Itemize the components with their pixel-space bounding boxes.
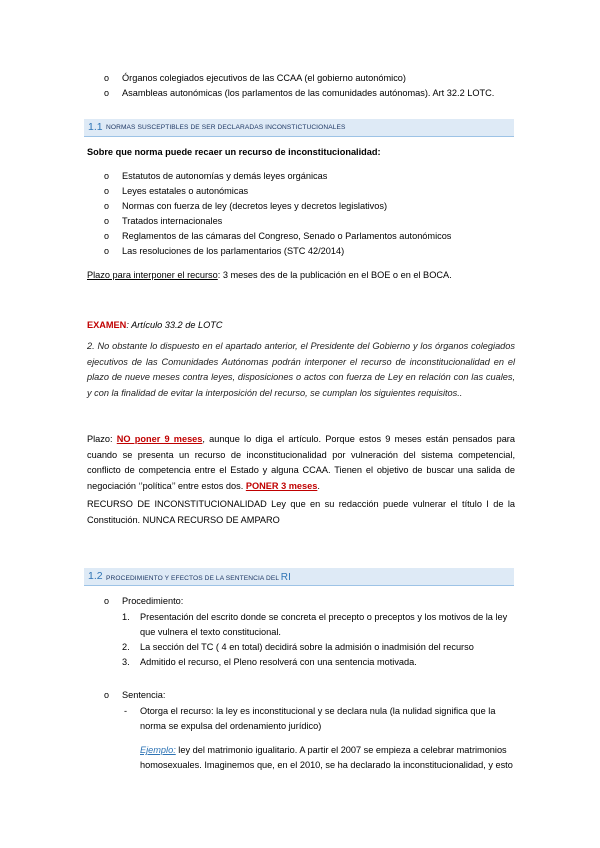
step-number: 2.	[122, 642, 130, 652]
ejemplo-label: Ejemplo:	[140, 745, 176, 755]
dash-marker: -	[124, 706, 128, 716]
plazo-note-lead: Plazo:	[87, 434, 117, 444]
step-text: La sección del TC ( 4 en total) decidirá sobre la admisión o inadmisión del recurso	[140, 642, 474, 652]
step-number: 3.	[122, 657, 130, 667]
sentencia-item-cont: norma se expulsa del ordenamiento jurídico)	[140, 721, 322, 731]
sentencia-label: Sentencia:	[122, 690, 166, 700]
bullet-marker: o	[104, 88, 110, 98]
plazo-note-text: , aunque lo diga el artículo. Porque estos 9 meses están pensados para cuando se presenta un recurso de inconstitucionalidad por vulneración del sistema competencial, conflicto de competencia entre el Estado y alguna CCAA. Tienen el objetivo de buscar una salida de negociación ‘’política’’ entre estos dos.	[87, 434, 515, 491]
ejemplo-text: ley del matrimonio igualitario. A partir el 2007 se empieza a celebrar matrimonios	[175, 745, 507, 755]
examen-ref: : Artículo 33.2 de LOTC	[126, 320, 223, 330]
plazo-text: : 3 meses des de la publicación en el BOE o en el BOCA.	[217, 270, 452, 280]
section-heading-1-1	[84, 119, 514, 137]
plazo-note-end: .	[317, 480, 320, 491]
bullet-marker: o	[104, 690, 110, 700]
examen-label: EXAMEN	[87, 320, 127, 330]
list-item: Órganos colegiados ejecutivos de las CCAA (el gobierno autonómico)	[122, 73, 406, 83]
section-title-end: RI	[280, 572, 291, 583]
plazo-line	[87, 269, 452, 281]
list-item: Tratados internacionales	[122, 216, 223, 226]
list-item: Asambleas autonómicas (los parlamentos de las comunidades autónomas). Art 32.2 LOTC.	[122, 88, 495, 98]
plazo-note-red2: PONER 3 meses	[245, 480, 318, 491]
bullet-marker: o	[104, 73, 110, 83]
examen-paragraph: 2. No obstante lo dispuesto en el apartado anterior, el Presidente del Gobierno y los órganos colegiados ejecutivos de las Comunidades Autónomas podrán interponer el recurso de inconstitucionalidad en el plazo de nueve meses contra leyes, disposiciones o actos con fuerza de Ley en relación con las cuales, y con la finalidad de evitar la interposición del recurso, se cumplan los siguientes requisitos..	[87, 341, 515, 398]
bullet-marker: o	[104, 186, 110, 196]
list-item: Normas con fuerza de ley (decretos leyes y decretos legislativos)	[122, 201, 388, 211]
step-number: 1.	[122, 612, 130, 622]
ejemplo-cont: homosexuales. Imaginemos que, en el 2010, se ha declarado la inconstitucionalidad, y esto	[140, 760, 513, 770]
procedimiento-label: Procedimiento:	[122, 596, 184, 606]
step-text-cont: que vulnera el texto constitucional.	[140, 627, 281, 637]
ejemplo-line	[140, 744, 507, 756]
plazo-note	[87, 432, 515, 494]
list-item: Reglamentos de las cámaras del Congreso, Senado o Parlamentos autonómicos	[122, 231, 452, 241]
section-title-text: PROCEDIMIENTO Y EFECTOS DE LA SENTENCIA DEL	[106, 575, 279, 582]
step-text: Presentación del escrito donde se concreta el precepto o preceptos y los motivos de la ley	[140, 612, 508, 622]
list-item: Estatutos de autonomías y demás leyes orgánicas	[122, 171, 328, 181]
question-text: Sobre que norma puede recaer un recurso de inconstitucionalidad:	[87, 147, 381, 157]
section-number: 1.2	[88, 570, 103, 582]
list-item: Las resoluciones de los parlamentarios (STC 42/2014)	[122, 246, 345, 256]
bullet-marker: o	[104, 201, 110, 211]
section-number: 1.1	[88, 121, 103, 133]
bullet-marker: o	[104, 231, 110, 241]
list-item: Leyes estatales o autonómicas	[122, 186, 249, 196]
plazo-label: Plazo para interponer el recurso	[87, 270, 218, 280]
step-text: Admitido el recurso, el Pleno resolverá con una sentencia motivada.	[140, 657, 417, 667]
bullet-marker: o	[104, 216, 110, 226]
section-title: NORMAS SUSCEPTIBLES DE SER DECLARADAS INCONSTICTUCIONALES	[106, 124, 346, 131]
section-heading-1-2	[84, 568, 514, 586]
bullet-marker: o	[104, 596, 110, 606]
bullet-marker: o	[104, 171, 110, 181]
bullet-marker: o	[104, 246, 110, 256]
section-title	[106, 572, 291, 583]
examen-line	[87, 319, 223, 331]
plazo-note-red1: NO poner 9 meses	[116, 434, 203, 444]
recurso-note: RECURSO DE INCONSTITUCIONALIDAD Ley que en su redacción puede vulnerar el título I de la Constitución. NUNCA RECURSO DE AMPARO	[87, 499, 515, 525]
sentencia-item: Otorga el recurso: la ley es inconstitucional y se declara nula (la nulidad significa que la	[140, 706, 496, 716]
